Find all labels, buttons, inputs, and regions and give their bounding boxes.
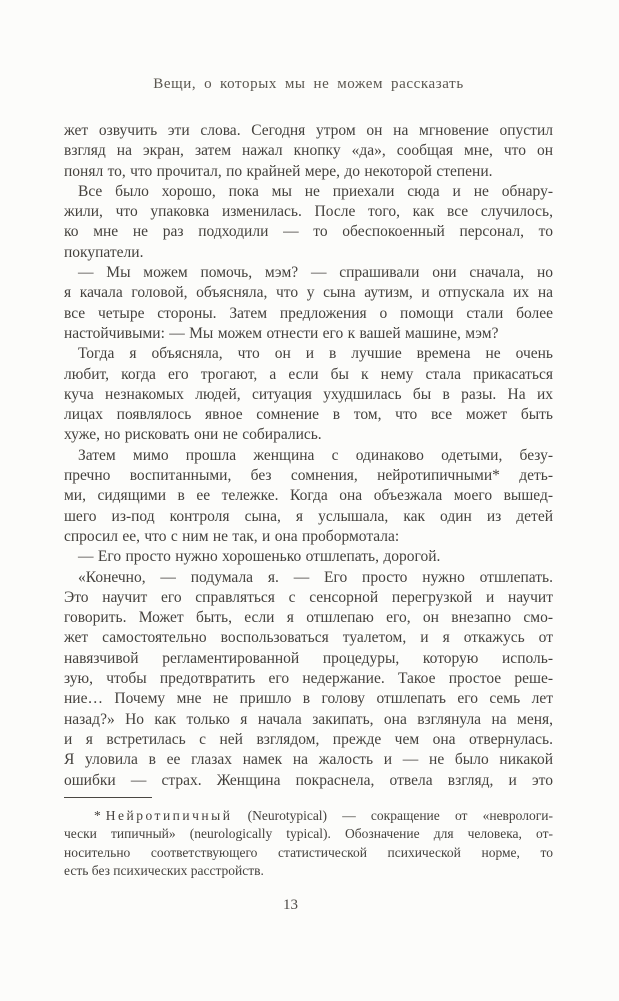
body-line: пречно воспитанными, без сомнения, нейротипичными* деть- [64, 467, 553, 485]
body-line: спросил ее, что с ним не так, и она пробормотала: [64, 527, 400, 545]
body-line: ми, сидящими в ее тележке. Когда она объезжала моего вышед- [64, 487, 553, 505]
body-line: ошибки — страх. Женщина покраснела, отвела взгляд, и это [64, 771, 553, 789]
body-line: Затем мимо прошла женщина с одинаково одетыми, безу- [78, 446, 553, 464]
body-line: настойчивыми: — Мы можем отнести его к вашей машине, мэм? [64, 324, 499, 342]
footnote-marker: * [94, 808, 101, 823]
body-line: и я встретилась с ней взглядом, прежде чем она отвернулась. [64, 730, 553, 748]
footnote-line: чески типичный» (neurologically typical). Обозначение для человека, от- [64, 826, 553, 842]
body-line: покупатели. [64, 243, 144, 261]
body-line: жили, что упаковка изменилась. После того, как все случилось, [64, 203, 553, 221]
body-line: взгляд на экран, затем нажал кнопку «да», сообщая мне, что он [64, 142, 553, 160]
footnote-line: есть без психических расстройств. [64, 863, 264, 879]
body-line: куча незнакомых людей, ситуация ухудшилась бы в разы. На их [64, 385, 553, 403]
page-number: 13 [283, 897, 298, 913]
footnote-line: носительно соответствующего статистической психической норме, то [64, 844, 553, 860]
body-line: Тогда я объясняла, что он и в лучшие времена не очень [78, 345, 553, 363]
body-line: ние… Почему мне не пришло в голову отшлепать его семь лет [64, 690, 553, 708]
body-line: хуже, но рисковать они не собирались. [64, 426, 322, 444]
body-line: жет озвучить эти слова. Сегодня утром он на мгновение опустил [64, 122, 553, 139]
body-text [64, 121, 553, 791]
body-line: все четыре стороны. Затем предложения о помощи стали более [64, 304, 553, 322]
body-line: Это научит его справляться с сенсорной перегрузкой и научит [64, 588, 553, 606]
body-line: лицах появлялось явное сомнение в том, что все может быть [64, 406, 553, 424]
body-line: понял то, что прочитал, по крайней мере, до некоторой степени. [64, 162, 493, 180]
body-line: шего из-под контроля сына, я услышала, как один из детей [64, 507, 553, 525]
footnote-line [64, 807, 553, 825]
body-line: Все было хорошо, пока мы не приехали сюда и не обнару- [78, 182, 553, 200]
footnote-text: (Neurotypical) — сокращение от «неврологи- [232, 808, 553, 823]
body-line: говорить. Может быть, если я отшлепаю его, он внезапно смо- [64, 609, 553, 627]
body-line: любит, когда его трогают, а если бы к нему стала прикасаться [64, 365, 553, 383]
body-line: жет самостоятельно воспользоваться туалетом, и я откажусь от [64, 629, 553, 647]
running-header: Вещи, о которых мы не можем рассказать [153, 76, 464, 92]
body-line: я качала головой, объясняла, что у сына аутизм, и отпускала их на [64, 284, 553, 302]
body-line: зую, чтобы предотвратить его недержание. Такое простое реше- [64, 670, 553, 688]
body-line: «Конечно, — подумала я. — Его просто нужно отшлепать. [78, 568, 553, 586]
body-line: — Мы можем помочь, мэм? — спрашивали они сначала, но [78, 264, 553, 282]
body-line: ко мне не раз подходили — то обеспокоенный персонал, то [64, 223, 553, 241]
body-line: назад?» Но как только я начала закипать, она взглянула на меня, [64, 710, 553, 728]
body-line: навязчивой регламентированной процедуры, которую исполь- [64, 649, 553, 667]
footnote-term: Нейротипичный [105, 808, 233, 823]
body-line: — Его просто нужно хорошенько отшлепать, дорогой. [78, 548, 441, 566]
body-line: Я уловила в ее глазах намек на жалость и — не было никакой [64, 751, 553, 769]
footnote-divider [64, 797, 152, 798]
footnote [64, 797, 553, 881]
